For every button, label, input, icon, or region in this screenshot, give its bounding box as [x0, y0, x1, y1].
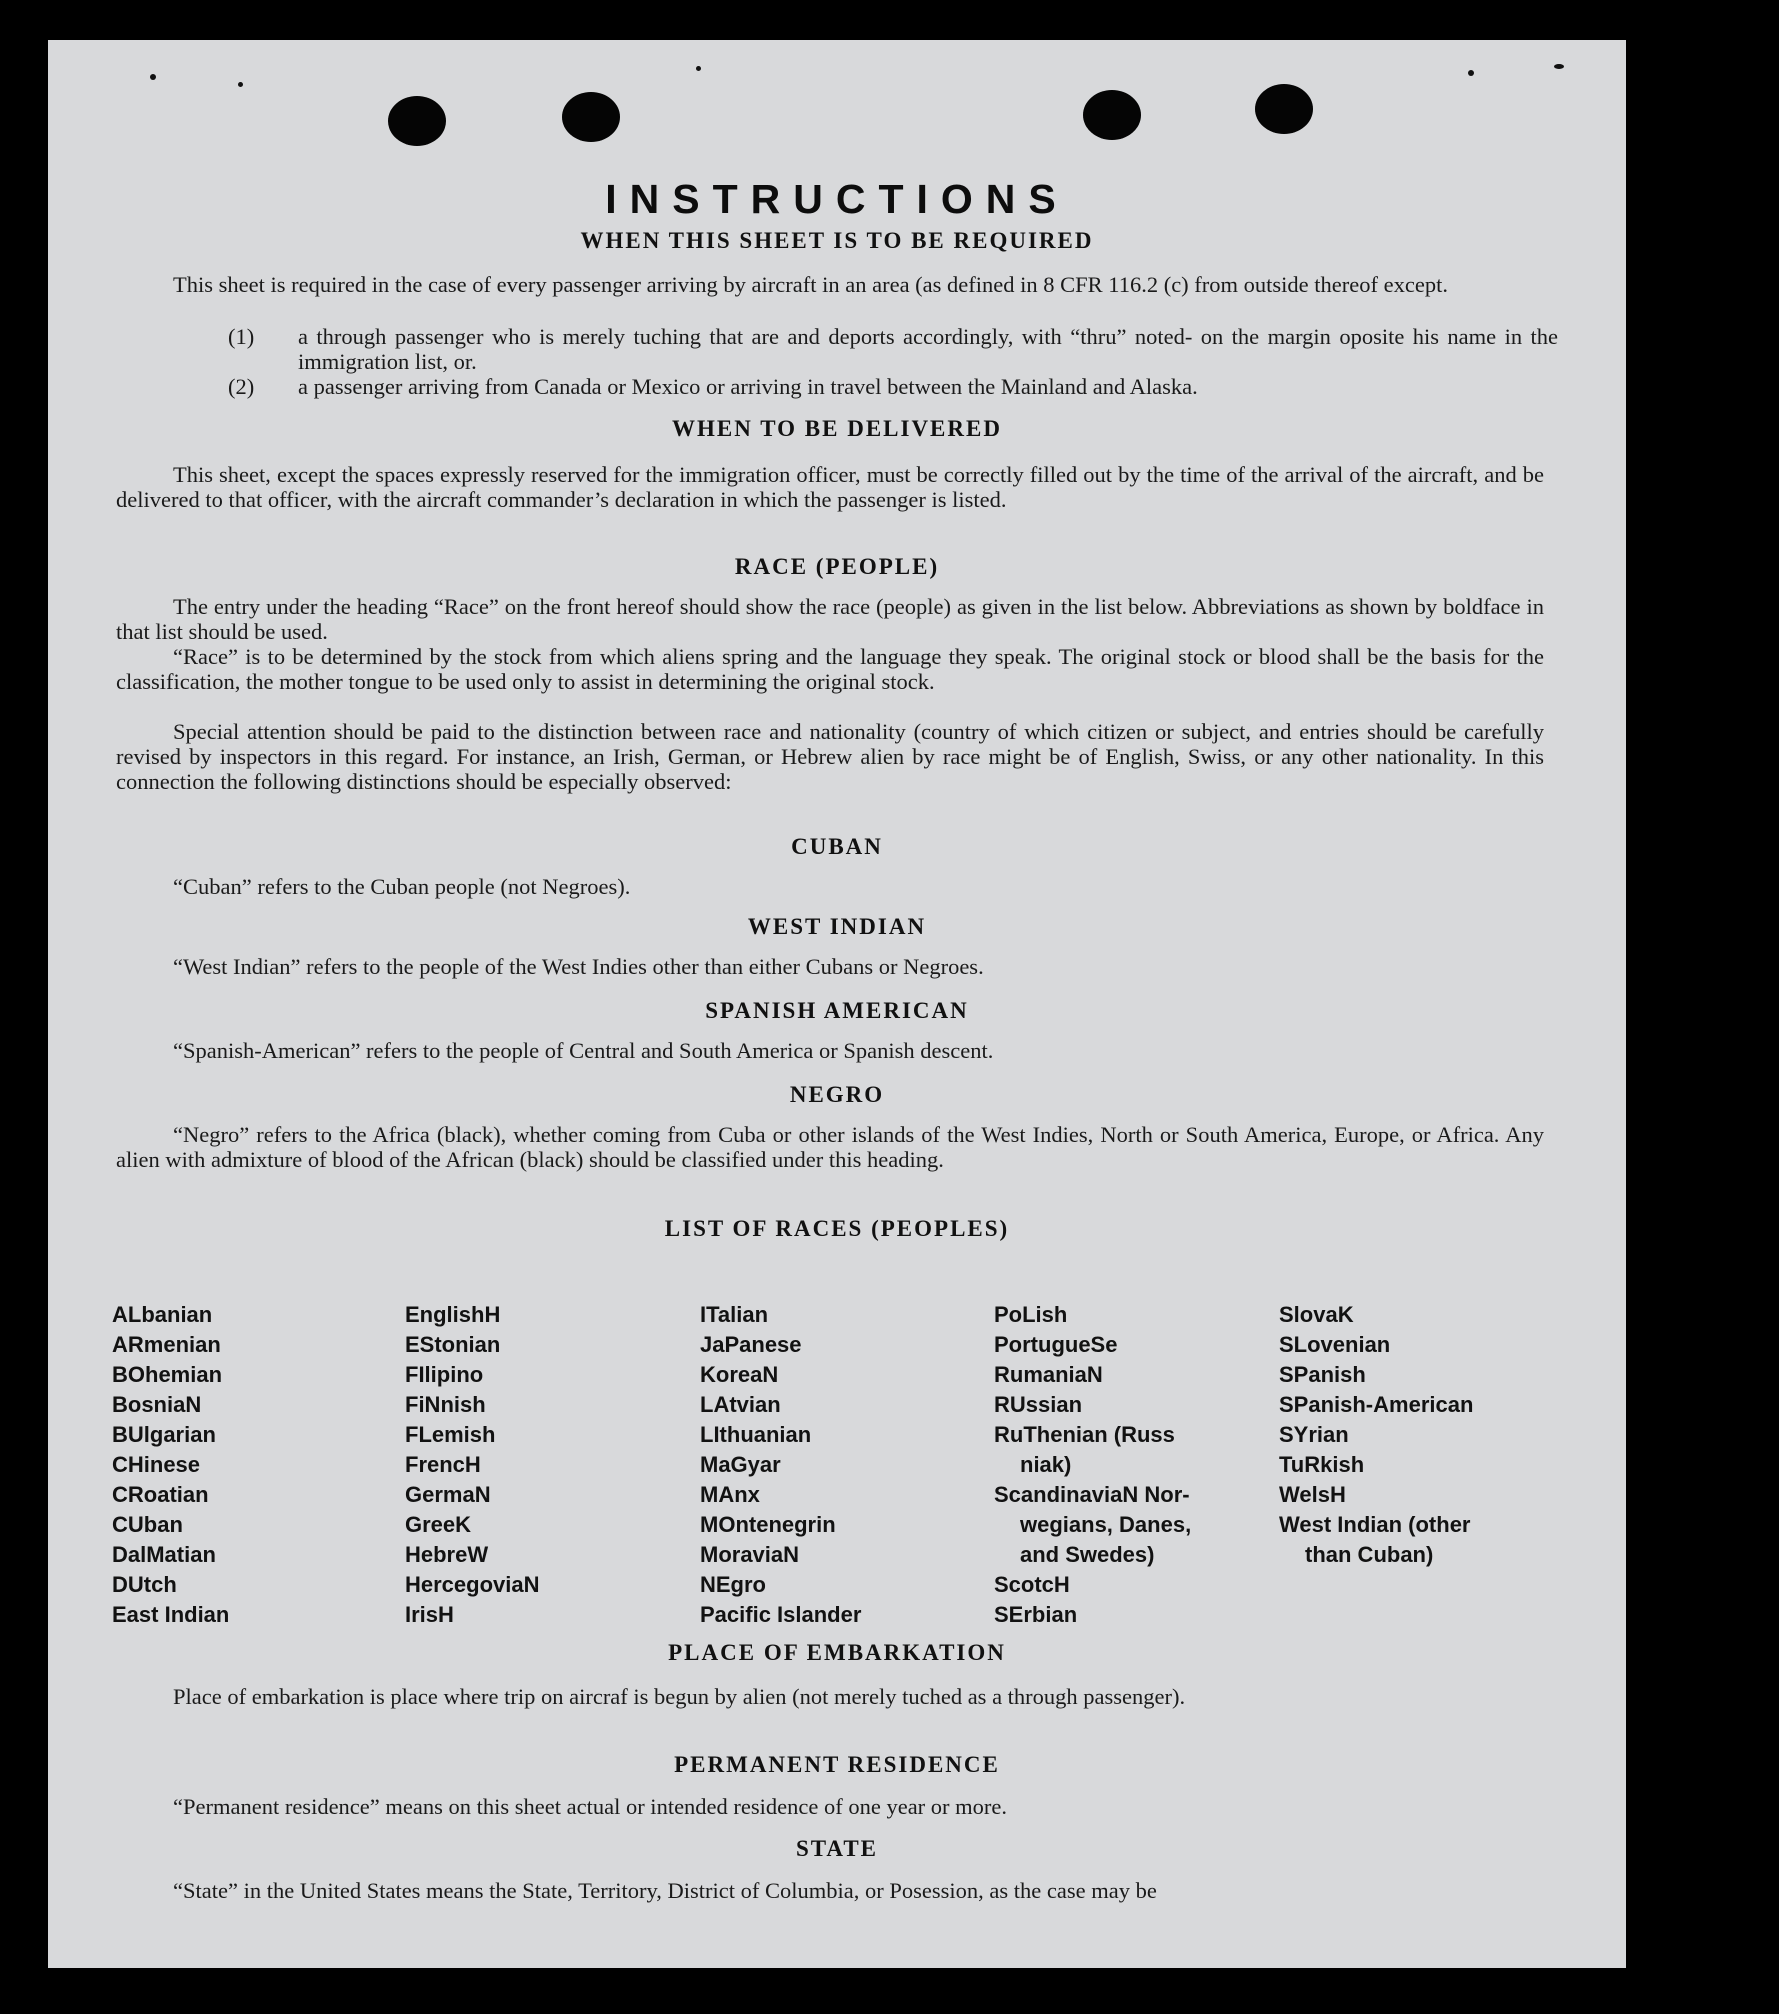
section-heading-west-indian: WEST INDIAN	[747, 914, 927, 939]
race-entry: DalMatian	[112, 1542, 216, 1567]
exception-number: (1)	[228, 324, 255, 349]
punch-hole	[562, 92, 620, 142]
race-entry: SlovaK	[1279, 1302, 1354, 1327]
paragraph-race-1: The entry under the heading “Race” on the front hereof should show the race (people) as given in the list below. Abbreviations as shown by boldface in that list should be used.	[116, 594, 1544, 644]
section-heading-place-of-embarkation: PLACE OF EMBARKATION	[668, 1640, 1006, 1665]
section-heading-negro: NEGRO	[789, 1082, 885, 1107]
paragraph-when-required: This sheet is required in the case of every passenger arriving by aircraft in an area (as defined in 8 CFR 116.2 (c) from outside thereof except.	[173, 272, 1448, 297]
race-entry: MaGyar	[700, 1452, 781, 1477]
race-entry: TuRkish	[1279, 1452, 1365, 1477]
races-list	[112, 1300, 1592, 1630]
document-sheet	[48, 40, 1626, 1968]
race-entry: BUlgarian	[112, 1422, 216, 1447]
punch-hole	[388, 96, 446, 146]
paragraph-race-2: “Race” is to be determined by the stock from which aliens spring and the language they speak. The original stock or blood shall be the basis for the classification, the mother tongue to be used only to assist in determining the original stock.	[116, 644, 1544, 694]
race-entry: HercegoviaN	[405, 1572, 540, 1597]
race-entry: RUssian	[994, 1392, 1083, 1417]
section-heading-when-required: WHEN THIS SHEET IS TO BE REQUIRED	[580, 228, 1094, 253]
paragraph-place-of-embarkation: Place of embarkation is place where trip on aircraf is begun by alien (not merely tuched as a through passenger).	[173, 1684, 1186, 1709]
race-entry: East Indian	[112, 1602, 230, 1627]
race-entry: MoraviaN	[700, 1542, 800, 1567]
exception-number: (2)	[228, 374, 255, 399]
race-entry: Pacific Islander	[700, 1602, 862, 1627]
races-column-2	[405, 1300, 685, 1630]
section-heading-state: STATE	[795, 1836, 878, 1861]
section-heading-list-of-races: LIST OF RACES (PEOPLES)	[664, 1216, 1010, 1241]
race-entry: ARmenian	[112, 1332, 221, 1357]
paragraph-race-3: Special attention should be paid to the distinction between race and nationality (country of which citizen or subject, and entries should be carefully revised by inspectors in this regard. For instance, an Irish, German, or Hebrew alien by race might be of English, Swiss, or any other nationality. In this connection the following distinctions should be especially observed:	[116, 719, 1544, 794]
race-entry: FrencH	[405, 1452, 481, 1477]
section-heading-when-delivered: WHEN TO BE DELIVERED	[672, 416, 1002, 441]
paragraph-negro: “Negro” refers to the Africa (black), whether coming from Cuba or other islands of the West Indies, North or South America, Europe, or Africa. Any alien with admixture of blood of the African (black) should be classified under this heading.	[116, 1122, 1544, 1172]
race-entry: KoreaN	[700, 1362, 779, 1387]
race-entry: ScandinaviaN Nor- wegians, Danes, and Swedes)	[994, 1482, 1192, 1567]
race-entry: EnglishH	[405, 1302, 501, 1327]
punch-hole	[1255, 84, 1313, 134]
race-entry: FLemish	[405, 1422, 496, 1447]
races-column-4	[994, 1300, 1274, 1630]
race-entry: SPanish	[1279, 1362, 1366, 1387]
race-entry: RumaniaN	[994, 1362, 1103, 1387]
race-entry: West Indian (other than Cuban)	[1279, 1512, 1471, 1567]
race-entry: BosniaN	[112, 1392, 202, 1417]
race-entry: SLovenian	[1279, 1332, 1391, 1357]
race-entry: PortugueSe	[994, 1332, 1118, 1357]
race-entry: GreeK	[405, 1512, 472, 1537]
paragraph-state: “State” in the United States means the State, Territory, District of Columbia, or Posession, as the case may be	[173, 1878, 1157, 1903]
race-entry: MOntenegrin	[700, 1512, 836, 1537]
race-entry: MAnx	[700, 1482, 760, 1507]
section-heading-permanent-residence: PERMANENT RESIDENCE	[674, 1752, 1000, 1777]
race-entry: SPanish-American	[1279, 1392, 1474, 1417]
race-entry: CRoatian	[112, 1482, 209, 1507]
paper-speck	[1554, 64, 1564, 69]
races-column-5	[1279, 1300, 1559, 1570]
exception-item-2	[228, 374, 1608, 399]
race-entry: CUban	[112, 1512, 183, 1537]
race-entry: RuThenian (Russ niak)	[994, 1422, 1175, 1477]
paragraph-spanish-american: “Spanish-American” refers to the people of Central and South America or Spanish descent.	[173, 1038, 994, 1063]
race-entry: BOhemian	[112, 1362, 223, 1387]
punch-hole	[1083, 90, 1141, 140]
exception-item-1	[228, 324, 1608, 374]
paragraph-when-delivered: This sheet, except the spaces expressly reserved for the immigration officer, must be correctly filled out by the time of the arrival of the aircraft, and be delivered to that officer, with the aircraft commander’s declaration in which the passenger is listed.	[116, 462, 1544, 512]
races-column-1	[112, 1300, 392, 1630]
paragraph-permanent-residence: “Permanent residence” means on this sheet actual or intended residence of one year or more.	[173, 1794, 1008, 1819]
race-entry: ScotcH	[994, 1572, 1070, 1597]
exception-text: a through passenger who is merely tuching that are and deports accordingly, with “thru” noted- on the margin oposite his name in the immigration list, or.	[298, 324, 1558, 374]
section-heading-race: RACE (PEOPLE)	[734, 554, 940, 579]
race-entry: JaPanese	[700, 1332, 802, 1357]
race-entry: LAtvian	[700, 1392, 781, 1417]
race-entry: LIthuanian	[700, 1422, 812, 1447]
race-entry: NEgro	[700, 1572, 766, 1597]
race-entry: HebreW	[405, 1542, 489, 1567]
paper-speck	[150, 74, 156, 80]
race-entry: IrisH	[405, 1602, 454, 1627]
race-entry: GermaN	[405, 1482, 491, 1507]
race-entry: ITalian	[700, 1302, 769, 1327]
races-column-3	[700, 1300, 980, 1630]
race-entry: WelsH	[1279, 1482, 1346, 1507]
race-entry: ALbanian	[112, 1302, 213, 1327]
paragraph-cuban: “Cuban” refers to the Cuban people (not Negroes).	[173, 874, 631, 899]
exception-text: a passenger arriving from Canada or Mexico or arriving in travel between the Mainland and Alaska.	[298, 374, 1198, 399]
race-entry: SYrian	[1279, 1422, 1349, 1447]
race-entry: FiNnish	[405, 1392, 486, 1417]
race-entry: PoLish	[994, 1302, 1068, 1327]
race-entry: SErbian	[994, 1602, 1078, 1627]
paper-speck	[696, 66, 701, 71]
page-title: INSTRUCTIONS	[605, 176, 1069, 222]
race-entry: CHinese	[112, 1452, 201, 1477]
race-entry: EStonian	[405, 1332, 501, 1357]
race-entry: DUtch	[112, 1572, 177, 1597]
race-entry: FIlipino	[405, 1362, 484, 1387]
paper-speck	[238, 82, 243, 87]
section-heading-spanish-american: SPANISH AMERICAN	[705, 998, 969, 1023]
paragraph-west-indian: “West Indian” refers to the people of the West Indies other than either Cubans or Negroes.	[173, 954, 984, 979]
section-heading-cuban: CUBAN	[791, 834, 883, 859]
paper-speck	[1468, 70, 1474, 76]
